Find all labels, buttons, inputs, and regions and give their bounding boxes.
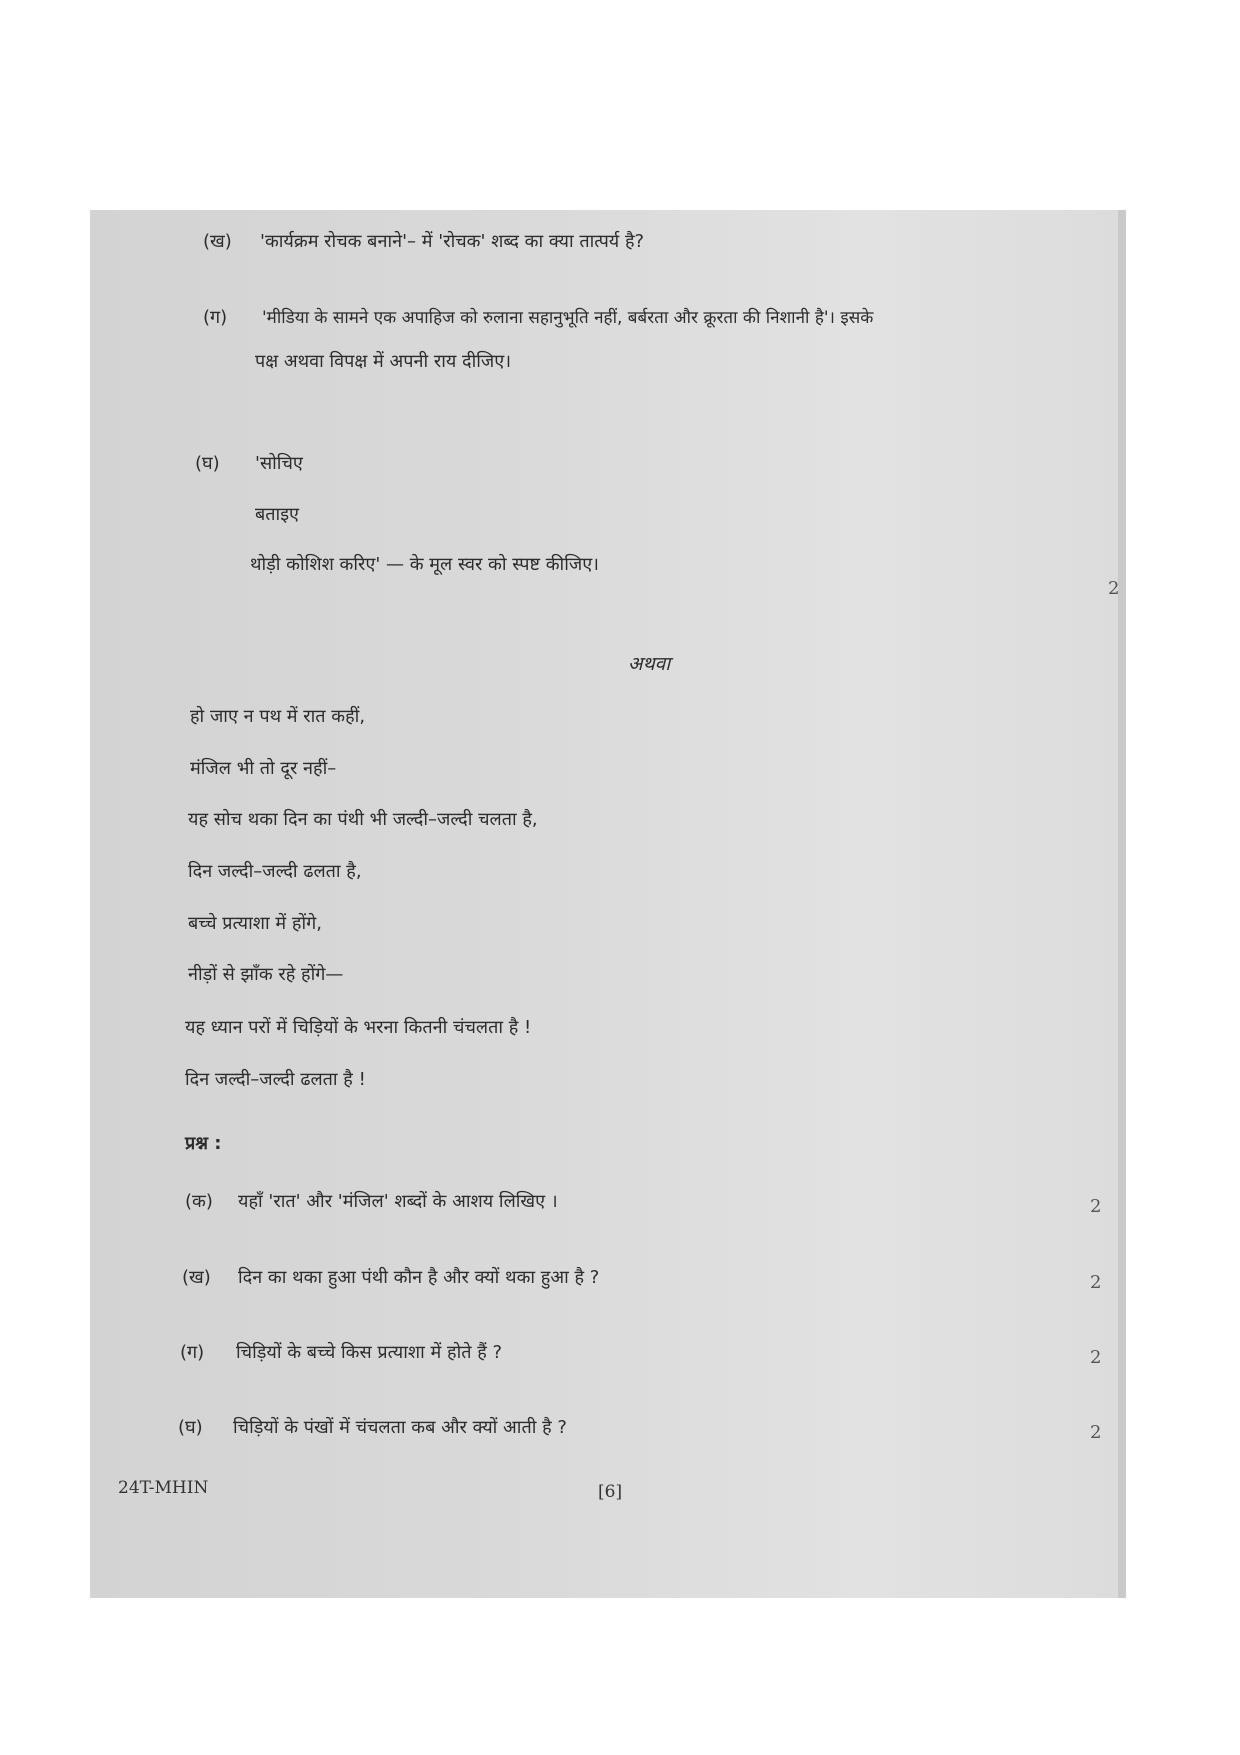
prashn-label: प्रश्न : (185, 1133, 222, 1154)
question-ga-continuation: पक्ष अथवा विपक्ष में अपनी राय दीजिए। (255, 351, 512, 372)
poem-line-7: यह ध्यान परों में चिड़ियों के भरना कितनी चंचलता है ! (185, 1017, 532, 1038)
poem-line-6: नीड़ों से झाँक रहे होंगे— (188, 964, 344, 985)
question-b-gha-mark: 2 (1090, 1422, 1102, 1443)
question-b-ga-text: चिड़ियों के बच्चे किस प्रत्याशा में होते हैं ? (236, 1342, 503, 1363)
footer-paper-code: 24T-MHIN (118, 1478, 209, 1498)
page-edge-shadow (1118, 210, 1126, 1598)
question-kha-label: (ख) (203, 231, 232, 252)
question-kha-text: 'कार्यक्रम रोचक बनाने'– में 'रोचक' शब्द का क्या तात्पर्य है? (260, 231, 645, 252)
poem-line-5: बच्चे प्रत्याशा में होंगे, (188, 913, 322, 934)
question-ka-mark: 2 (1090, 1196, 1102, 1217)
question-gha-line2: बताइए (255, 504, 299, 525)
question-b-ga-label: (ग) (180, 1342, 205, 1363)
question-ga-label: (ग) (203, 307, 228, 328)
question-b-gha-label: (घ) (178, 1417, 203, 1438)
poem-line-8: दिन जल्दी–जल्दी ढलता है ! (185, 1069, 366, 1090)
question-gha-line1: 'सोचिए (255, 453, 303, 474)
footer-page-number: [6] (598, 1482, 623, 1502)
question-b-kha-text: दिन का थका हुआ पंथी कौन है और क्यों थका हुआ है ? (238, 1267, 600, 1288)
scanned-page (90, 210, 1126, 1598)
question-gha-label: (घ) (195, 453, 220, 474)
question-b-kha-label: (ख) (182, 1267, 211, 1288)
poem-line-2: मंजिल भी तो दूर नहीं– (190, 758, 337, 779)
question-ka-text: यहाँ 'रात' और 'मंजिल' शब्दों के आशय लिखिए । (238, 1191, 558, 1212)
question-gha-line3: थोड़ी कोशिश करिए' — के मूल स्वर को स्पष्ट कीजिए। (250, 554, 599, 575)
or-heading: अथवा (628, 653, 671, 675)
question-b-kha-mark: 2 (1090, 1272, 1102, 1293)
poem-line-4: दिन जल्दी–जल्दी ढलता है, (188, 861, 362, 882)
poem-line-1: हो जाए न पथ में रात कहीं, (190, 706, 366, 727)
question-gha-mark: 2 (1108, 578, 1120, 599)
question-ka-label: (क) (185, 1191, 213, 1212)
question-ga-text: 'मीडिया के सामने एक अपाहिज को रुलाना सहानुभूति नहीं, बर्बरता और क्रूरता की निशानी है'। इसके (262, 308, 874, 328)
question-b-gha-text: चिड़ियों के पंखों में चंचलता कब और क्यों आती है ? (233, 1417, 567, 1438)
question-b-ga-mark: 2 (1090, 1347, 1102, 1368)
poem-line-3: यह सोच थका दिन का पंथी भी जल्दी–जल्दी चलता है, (188, 809, 538, 830)
